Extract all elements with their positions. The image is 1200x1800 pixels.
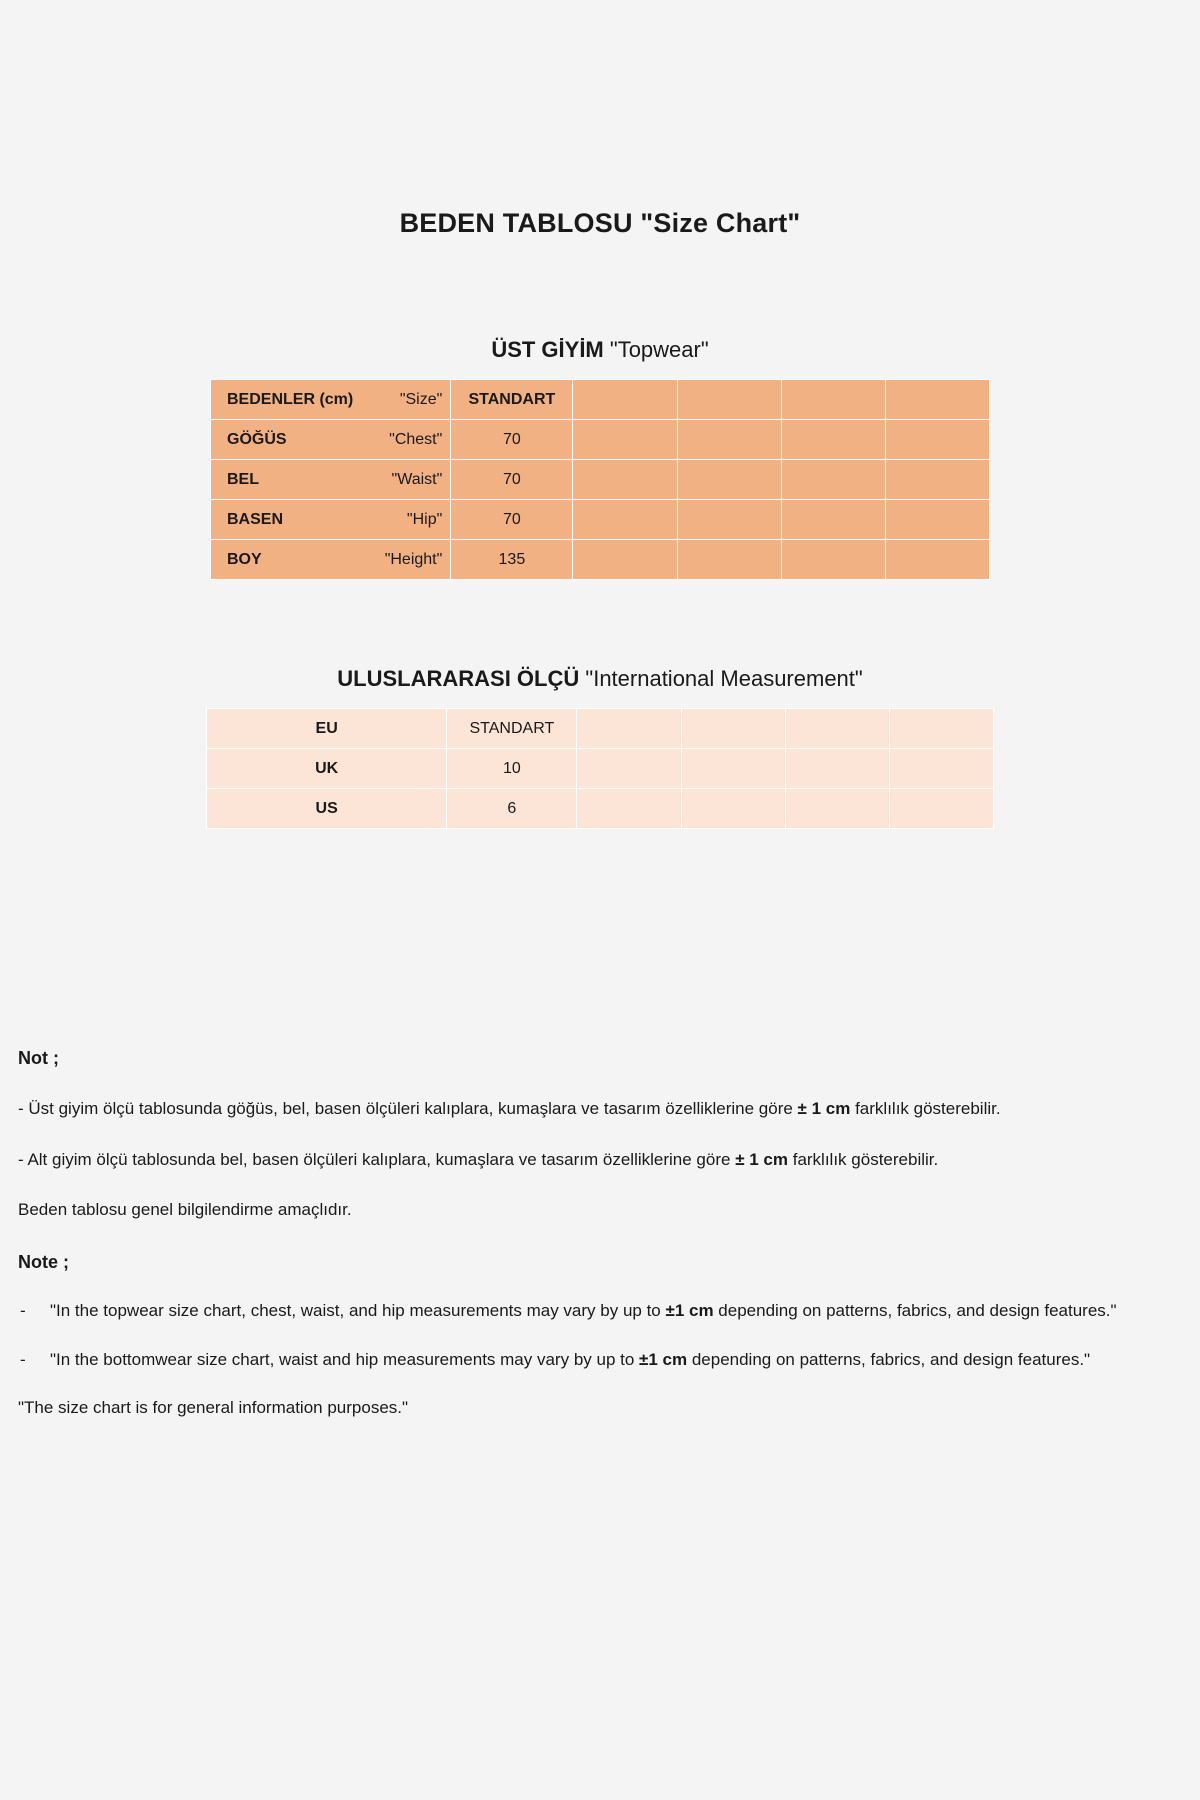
table-cell-value [573, 380, 677, 420]
note-line-2-c: farklılık gösterebilir. [788, 1149, 939, 1169]
table-cell-value [781, 420, 885, 460]
topwear-heading-en: "Topwear" [609, 337, 709, 362]
topwear-table-wrap [0, 379, 1200, 580]
label-tr: BEL [227, 470, 259, 488]
label-en: "Height" [384, 550, 443, 568]
table-cell-value [677, 540, 781, 580]
table-cell-value [677, 420, 781, 460]
table-cell-value [781, 540, 885, 580]
table-cell-label [211, 500, 451, 540]
bullet-1-emphasis: ±1 cm [665, 1301, 714, 1321]
international-section-heading [0, 580, 1200, 692]
bullet-2-emphasis: ±1 cm [639, 1349, 688, 1369]
table-cell-label [211, 540, 451, 580]
table-cell-value [677, 380, 781, 420]
note-line-2-a: - Alt giyim ölçü tablosunda bel, basen ölçüleri kalıplara, kumaşlara ve tasarım özelliklerine göre [18, 1149, 736, 1169]
table-cell-value: STANDART [451, 380, 573, 420]
table-cell-value [781, 380, 885, 420]
topwear-section-heading [0, 239, 1200, 363]
table-cell-label [211, 460, 451, 500]
table-row [211, 460, 990, 500]
list-item [18, 1348, 1182, 1373]
label-en: "Waist" [391, 470, 443, 488]
label-tr: GÖĞÜS [227, 430, 287, 448]
table-row [211, 500, 990, 540]
page-title-en: "Size Chart" [640, 208, 801, 238]
table-cell-value [781, 500, 885, 540]
bullet-2-a: "In the bottomwear size chart, waist and hip measurements may vary by up to [50, 1349, 640, 1369]
table-cell-value: 70 [451, 420, 573, 460]
table-row [207, 789, 994, 829]
international-table-wrap [0, 708, 1200, 829]
notes-section [18, 1045, 1182, 1447]
notes-footnote: "The size chart is for general information purposes." [18, 1398, 409, 1418]
label-en: "Hip" [406, 510, 443, 528]
notes-heading-en: Note ; [18, 1252, 69, 1273]
label-en: "Size" [399, 390, 443, 408]
table-cell-value [785, 749, 889, 789]
table-cell-value [785, 709, 889, 749]
notes-heading-tr: Not ; [18, 1048, 59, 1068]
note-line-1-c: farklılık gösterebilir. [850, 1099, 1001, 1119]
table-row [211, 420, 990, 460]
label-tr: BEDENLER (cm) [227, 390, 354, 408]
table-row [207, 749, 994, 789]
table-cell-value [681, 789, 785, 829]
label-tr: BASEN [227, 510, 284, 528]
notes-bullet-list [18, 1299, 1182, 1372]
table-cell-value [785, 789, 889, 829]
table-cell-value [885, 460, 989, 500]
table-cell-label [211, 420, 451, 460]
note-line-2 [18, 1148, 1182, 1173]
table-cell-value: 6 [447, 789, 577, 829]
page-title [0, 0, 1200, 239]
table-cell-label: EU [207, 709, 447, 749]
label-tr: BOY [227, 550, 262, 568]
table-cell-value [889, 749, 993, 789]
international-heading-en: "International Measurement" [585, 666, 863, 691]
table-cell-value [573, 460, 677, 500]
bullet-1-c: depending on patterns, fabrics, and design features." [713, 1301, 1117, 1321]
list-item [18, 1299, 1182, 1324]
bullet-dash: - [20, 1301, 26, 1321]
topwear-heading-tr: ÜST GİYİM [491, 337, 604, 362]
bullet-1-a: "In the topwear size chart, chest, waist, and hip measurements may vary by up to [50, 1301, 666, 1321]
table-cell-value [573, 420, 677, 460]
note-line-1-emphasis: ± 1 cm [797, 1099, 851, 1119]
bullet-dash: - [20, 1349, 26, 1369]
table-cell-value [677, 500, 781, 540]
table-cell-value [577, 709, 681, 749]
table-cell-value: 10 [447, 749, 577, 789]
note-line-2-emphasis: ± 1 cm [735, 1149, 788, 1169]
table-cell-value: 135 [451, 540, 573, 580]
table-cell-label: US [207, 789, 447, 829]
note-line-1 [18, 1097, 1182, 1122]
table-cell-value [781, 460, 885, 500]
table-cell-value [885, 420, 989, 460]
table-cell-value [573, 500, 677, 540]
table-cell-value [885, 540, 989, 580]
table-cell-value: STANDART [447, 709, 577, 749]
table-cell-label: UK [207, 749, 447, 789]
table-cell-value [677, 460, 781, 500]
international-size-table [206, 708, 994, 829]
label-en: "Chest" [389, 430, 443, 448]
table-cell-value [889, 709, 993, 749]
table-cell-value: 70 [451, 500, 573, 540]
bullet-2-c: depending on patterns, fabrics, and design features." [687, 1349, 1091, 1369]
note-line-1-a: - Üst giyim ölçü tablosunda göğüs, bel, basen ölçüleri kalıplara, kumaşlara ve tasarım özelliklerine göre [18, 1099, 798, 1119]
table-cell-value [889, 789, 993, 829]
table-cell-label [211, 380, 451, 420]
table-cell-value [885, 380, 989, 420]
note-line-3: Beden tablosu genel bilgilendirme amaçlıdır. [18, 1200, 352, 1220]
table-cell-value: 70 [451, 460, 573, 500]
table-cell-value [577, 789, 681, 829]
topwear-size-table [210, 379, 990, 580]
table-row [207, 709, 994, 749]
table-cell-value [885, 500, 989, 540]
table-cell-value [573, 540, 677, 580]
table-row [211, 380, 990, 420]
international-heading-tr: ULUSLARARASI ÖLÇÜ [337, 666, 580, 691]
table-cell-value [577, 749, 681, 789]
table-cell-value [681, 749, 785, 789]
table-row [211, 540, 990, 580]
table-cell-value [681, 709, 785, 749]
page-title-tr: BEDEN TABLOSU [399, 208, 633, 238]
